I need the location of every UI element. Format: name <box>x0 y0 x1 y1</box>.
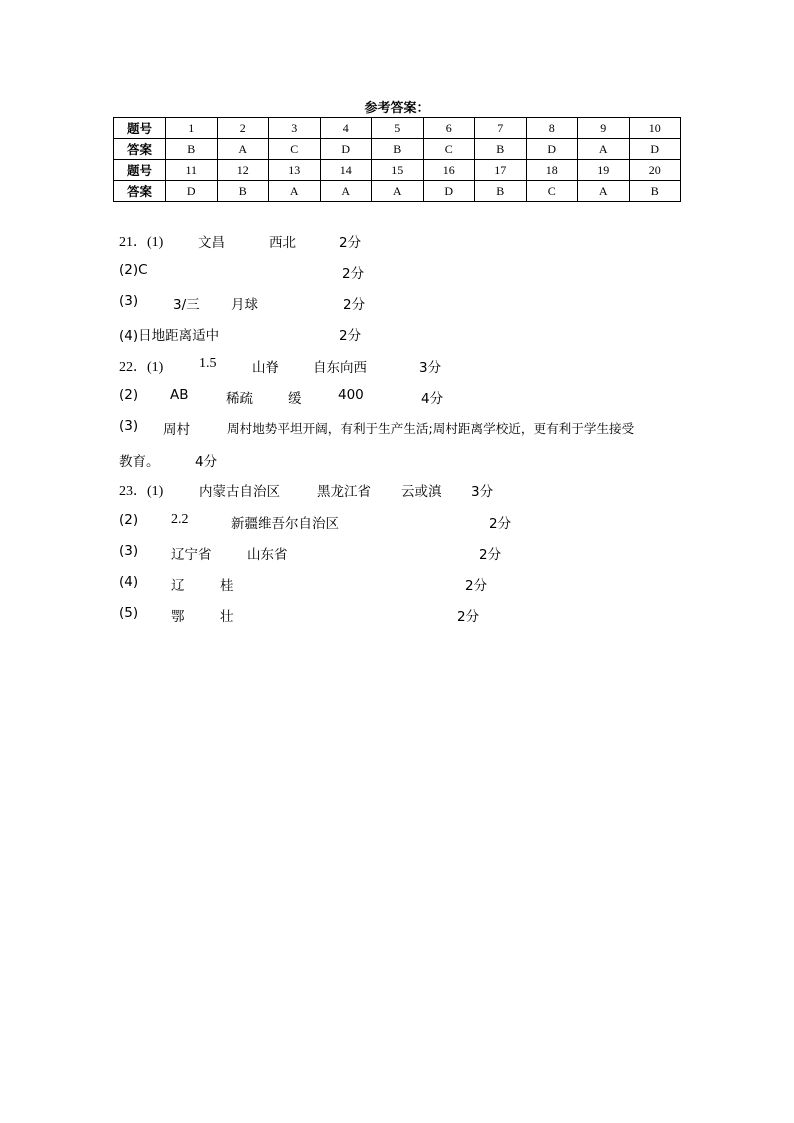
table-cell: C <box>526 181 578 202</box>
answer-text: AB <box>170 387 189 403</box>
table-row <box>114 160 681 181</box>
part-label: (3) <box>119 543 139 559</box>
part-label: (2)C <box>119 262 148 278</box>
table-cell: B <box>217 181 269 202</box>
score: 4分 <box>421 391 444 407</box>
answer-text: 月球 <box>231 297 258 313</box>
answer-text: 山东省 <box>247 547 288 563</box>
answer-text: 教育。 <box>119 454 160 470</box>
answer-text: 云或滇 <box>401 484 442 500</box>
table-cell: 5 <box>372 118 424 139</box>
score: 2分 <box>457 609 480 625</box>
part-label: (2) <box>119 387 139 403</box>
answer-text: 周村 <box>163 422 190 438</box>
answer-text: 鄂 <box>171 609 185 625</box>
score: 3分 <box>419 360 442 376</box>
score: 2分 <box>342 266 365 282</box>
table-cell: B <box>629 181 681 202</box>
table-cell: 14 <box>320 160 372 181</box>
table-cell: C <box>269 139 321 160</box>
answer-text: 自东向西 <box>313 360 367 376</box>
row-header: 答案 <box>114 181 166 202</box>
page-title: 参考答案： <box>364 101 430 116</box>
table-cell: A <box>320 181 372 202</box>
table-cell: B <box>475 139 527 160</box>
table-cell: 13 <box>269 160 321 181</box>
table-cell: 17 <box>475 160 527 181</box>
table-cell: A <box>217 139 269 160</box>
table-cell: D <box>629 139 681 160</box>
table-cell: D <box>166 181 218 202</box>
score: 3分 <box>471 484 494 500</box>
table-cell: 8 <box>526 118 578 139</box>
answer-text: 壮 <box>220 609 234 625</box>
answer-text: 3/三 <box>173 297 200 313</box>
table-cell: 16 <box>423 160 475 181</box>
table-cell: A <box>269 181 321 202</box>
table-cell: B <box>475 181 527 202</box>
table-cell: B <box>372 139 424 160</box>
table-cell: 12 <box>217 160 269 181</box>
part-label: (4) <box>119 574 139 590</box>
table-cell: 6 <box>423 118 475 139</box>
answer-table <box>113 117 681 202</box>
table-cell: 7 <box>475 118 527 139</box>
table-cell: 18 <box>526 160 578 181</box>
score: 2分 <box>343 297 366 313</box>
answer-text: 1.5 <box>199 356 217 371</box>
table-cell: A <box>578 181 630 202</box>
answer-text: 400 <box>338 387 364 403</box>
table-cell: C <box>423 139 475 160</box>
table-cell: A <box>578 139 630 160</box>
answer-text: 辽 <box>171 578 185 594</box>
part-label: 21．(1) <box>119 235 164 250</box>
table-cell: D <box>526 139 578 160</box>
row-header: 答案 <box>114 139 166 160</box>
answer-text: 山脊 <box>252 360 279 376</box>
table-cell: 2 <box>217 118 269 139</box>
answer-text: 2.2 <box>171 512 189 527</box>
table-row <box>114 181 681 202</box>
answer-text: 西北 <box>269 235 296 251</box>
answer-text: 黑龙江省 <box>317 484 371 500</box>
answer-text: 缓 <box>288 391 302 407</box>
score: 2分 <box>465 578 488 594</box>
table-cell: D <box>423 181 475 202</box>
answer-text: 桂 <box>220 578 234 594</box>
table-cell: 10 <box>629 118 681 139</box>
answer-text: 稀疏 <box>226 391 253 407</box>
answer-text: 辽宁省 <box>171 547 212 563</box>
table-row <box>114 118 681 139</box>
score: 2分 <box>479 547 502 563</box>
answer-text: 内蒙古自治区 <box>199 484 280 500</box>
table-cell: D <box>320 139 372 160</box>
part-label: (3) <box>119 418 139 434</box>
part-label: (2) <box>119 512 139 528</box>
table-cell: B <box>166 139 218 160</box>
table-cell: 20 <box>629 160 681 181</box>
table-cell: 3 <box>269 118 321 139</box>
table-cell: 19 <box>578 160 630 181</box>
part-label: (4)日地距离适中 <box>119 328 220 344</box>
answer-text: 周村地势平坦开阔，有利于生产生活;周村距离学校近，更有利于学生接受 <box>227 421 635 436</box>
score: 4分 <box>195 454 218 470</box>
table-cell: A <box>372 181 424 202</box>
score: 2分 <box>489 516 512 532</box>
part-label: 22．(1) <box>119 360 164 375</box>
part-label: 23．(1) <box>119 484 164 499</box>
row-header: 题号 <box>114 160 166 181</box>
table-cell: 11 <box>166 160 218 181</box>
table-cell: 1 <box>166 118 218 139</box>
score: 2分 <box>339 235 362 251</box>
table-cell: 4 <box>320 118 372 139</box>
part-label: (5) <box>119 605 139 621</box>
score: 2分 <box>339 328 362 344</box>
answer-text: 新疆维吾尔自治区 <box>231 516 339 532</box>
part-label: (3) <box>119 293 139 309</box>
table-cell: 9 <box>578 118 630 139</box>
answer-text: 文昌 <box>198 235 225 251</box>
row-header: 题号 <box>114 118 166 139</box>
table-cell: 15 <box>372 160 424 181</box>
table-row <box>114 139 681 160</box>
